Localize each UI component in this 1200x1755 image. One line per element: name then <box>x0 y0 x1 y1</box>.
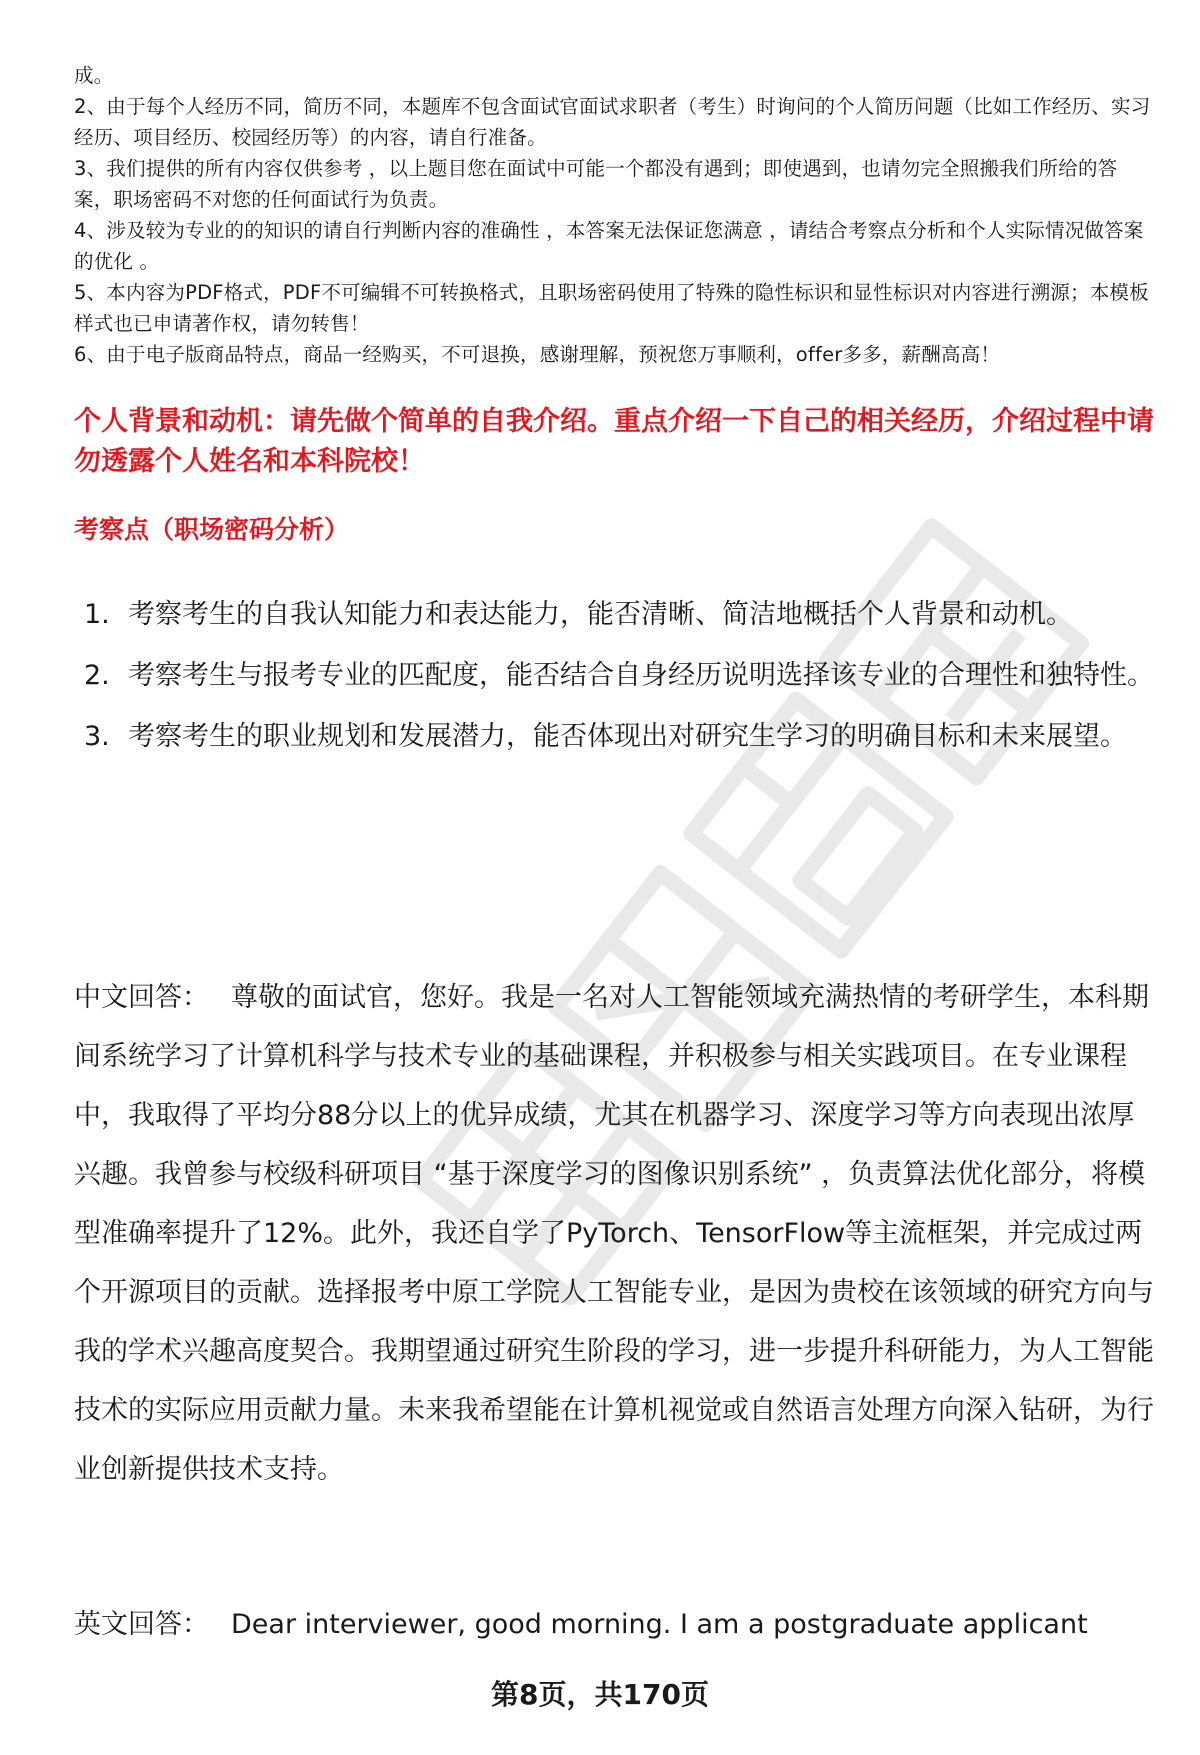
list-text: 考察考生与报考专业的匹配度，能否结合自身经历说明选择该专业的合理性和独特性。 <box>128 660 1154 691</box>
section-title: 考察点（职场密码分析） <box>74 515 350 544</box>
chinese-answer <box>74 968 1159 1499</box>
note-item: 成。 <box>74 64 114 87</box>
list-item <box>84 707 1154 766</box>
answer-label: 英文回答： <box>74 1609 209 1640</box>
note-item: 5、本内容为PDF格式，PDF不可编辑不可转换格式，且职场密码使用了特殊的隐性标识和显性标识对内容进行溯源；本模板样式也已申请著作权，请勿转售！ <box>74 281 1149 335</box>
list-text: 考察考生的自我认知能力和表达能力，能否清晰、简洁地概括个人背景和动机。 <box>128 599 1073 630</box>
assessment-points <box>84 585 1154 768</box>
disclaimer-notes <box>74 60 1154 370</box>
list-item <box>84 646 1154 705</box>
list-item <box>84 585 1154 644</box>
answer-text: 尊敬的面试官，您好。我是一名对人工智能领域充满热情的考研学生，本科期间系统学习了计算机科学与技术专业的基础课程，并积极参与相关实践项目。在专业课程中，我取得了平均分88分以上的优异成绩，尤其在机器学习、深度学习等方向表现出浓厚兴趣。我曾参与校级科研项目 “基于深度学习的图像识别系统” ，负责算法优化部分，将模型准确率提升了12%。此外，我还自学了PyTorch、TensorFlow等主流框架，并完成过两个开源项目的贡献。选择报考中原工学院人工智能专业，是因为贵校在该领域的研究方向与我的学术兴趣高度契合。我期望通过研究生阶段的学习，进一步提升科研能力，为人工智能技术的实际应用贡献力量。未来我希望能在计算机视觉或自然语言处理方向深入钻研，为行业创新提供技术支持。 <box>74 982 1154 1485</box>
note-item: 3、我们提供的所有内容仅供参考 ，以上题目您在面试中可能一个都没有遇到；即使遇到，也请勿完全照搬我们所给的答案，职场密码不对您的任何面试行为负责。 <box>74 157 1118 211</box>
page-number: 第8页，共170页 <box>491 1678 709 1711</box>
interview-question: 个人背景和动机：请先做个简单的自我介绍。重点介绍一下自己的相关经历，介绍过程中请勿透露个人姓名和本科院校！ <box>74 406 1154 477</box>
note-item: 2、由于每个人经历不同，简历不同，本题库不包含面试官面试求职者（考生）时询问的个人简历问题（比如工作经历、实习经历、项目经历、校园经历等）的内容，请自行准备。 <box>74 95 1151 149</box>
note-item: 4、涉及较为专业的的知识的请自行判断内容的准确性 ，本答案无法保证您满意 ，请结合考察点分析和个人实际情况做答案的优化 。 <box>74 219 1144 273</box>
list-text: 考察考生的职业规划和发展潜力，能否体现出对研究生学习的明确目标和未来展望。 <box>128 721 1127 752</box>
list-number: 1. <box>84 599 110 630</box>
note-item: 6、由于电子版商品特点，商品一经购买，不可退换，感谢理解，预祝您万事顺利，offer多多，薪酬高高！ <box>74 343 1001 366</box>
list-number: 3. <box>84 721 110 752</box>
answer-text: Dear interviewer, good morning. I am a postgraduate applicant <box>231 1609 1088 1640</box>
english-answer <box>74 1595 1159 1654</box>
answer-label: 中文回答： <box>74 982 209 1013</box>
list-number: 2. <box>84 660 110 691</box>
